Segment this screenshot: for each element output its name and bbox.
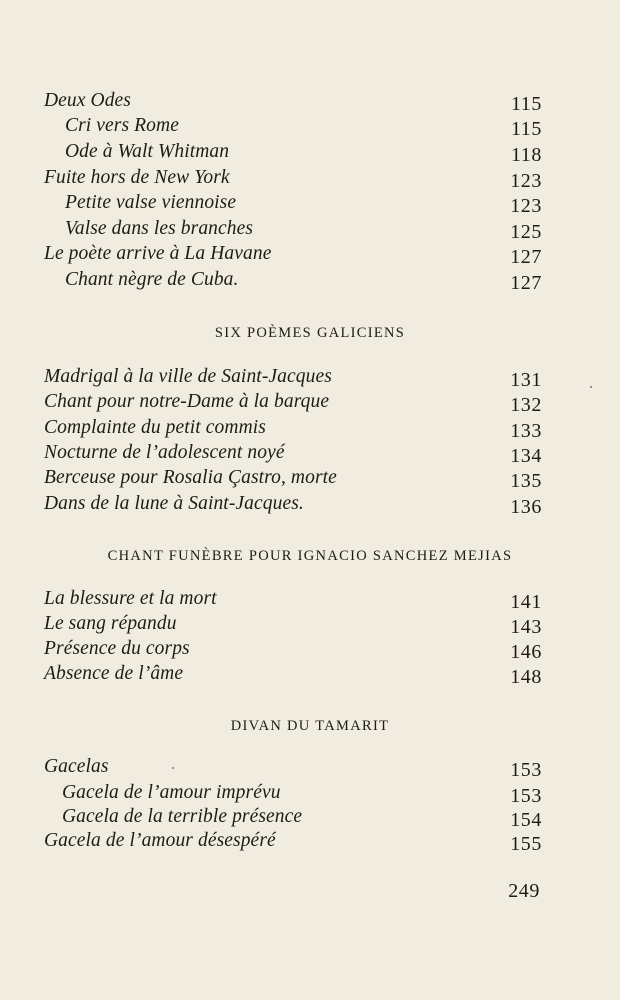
toc-entry-title: La blessure et la mort <box>44 588 217 609</box>
toc-entry <box>65 111 542 140</box>
toc-entry-title: Petite valse viennoise <box>65 192 237 213</box>
toc-entry <box>44 752 542 781</box>
toc-entry <box>44 584 542 613</box>
paper-speck <box>590 386 592 388</box>
toc-entry <box>44 634 542 663</box>
toc-entry-title: Le sang répandu <box>44 613 177 634</box>
toc-entry <box>44 163 542 192</box>
toc-entry-title: Deux Odes <box>44 90 131 111</box>
toc-entry-title: Absence de l’âme <box>44 663 184 684</box>
toc-entry <box>44 413 542 442</box>
toc-entry <box>65 137 542 166</box>
toc-entry <box>44 239 542 268</box>
section-heading: CHANT FUNÈBRE POUR IGNACIO SANCHEZ MEJIAS <box>107 548 513 564</box>
toc-entry <box>44 609 542 638</box>
toc-entry-title: Chant pour notre-Dame à la barque <box>44 391 330 412</box>
toc-entry-page: 132 <box>510 394 542 416</box>
toc-entry-page: 118 <box>510 144 542 166</box>
toc-entry-page: 146 <box>510 641 542 663</box>
toc-entry-page: 136 <box>510 496 542 518</box>
toc-entry-page: 115 <box>510 118 542 140</box>
toc-entry-page: 131 <box>510 369 542 391</box>
toc-entry-page: 155 <box>510 833 542 855</box>
toc-entry <box>44 86 542 115</box>
toc-entry <box>65 214 542 243</box>
section-heading: DIVAN DU TAMARIT <box>230 718 390 734</box>
toc-entry <box>65 188 542 217</box>
page-number: 249 <box>508 880 540 902</box>
toc-entry-page: 134 <box>510 445 542 467</box>
toc-entry-title: Valse dans les branches <box>65 218 254 239</box>
toc-entry-title: Dans de la lune à Saint-Jacques. <box>44 493 304 514</box>
toc-entry-page: 154 <box>510 809 542 831</box>
toc-entry <box>44 826 542 855</box>
toc-entry-title: Gacela de l’amour imprévu <box>62 782 281 803</box>
toc-entry-title: Cri vers Rome <box>65 115 179 136</box>
toc-entry-page: 135 <box>510 470 542 492</box>
toc-entry-title: Ode à Walt Whitman <box>65 141 230 162</box>
toc-entry-title: Le poète arrive à La Havane <box>44 243 272 264</box>
toc-entry <box>44 387 542 416</box>
toc-entry-title: Présence du corps <box>44 638 190 659</box>
toc-entry-title: Nocturne de l’adolescent noyé <box>44 442 285 463</box>
toc-entry-page: 127 <box>510 272 542 294</box>
toc-entry-page: 133 <box>510 420 542 442</box>
toc-entry-title: Berceuse pour Rosalia Çastro, morte <box>44 467 337 488</box>
toc-entry <box>65 265 542 294</box>
toc-entry-page: 153 <box>510 759 542 781</box>
toc-entry-page: 141 <box>510 591 542 613</box>
toc-entry-title: Fuite hors de New York <box>44 167 230 188</box>
toc-entry-title: Madrigal à la ville de Saint-Jacques <box>44 366 332 387</box>
toc-entry <box>44 438 542 467</box>
toc-entry <box>44 362 542 391</box>
toc-entry-page: 115 <box>510 93 542 115</box>
toc-entry <box>44 489 542 518</box>
paper-speck <box>172 767 174 769</box>
toc-entry-title: Gacela de l’amour désespéré <box>44 830 276 851</box>
toc-entry <box>62 802 542 831</box>
section-heading: SIX POÈMES GALICIENS <box>214 325 406 341</box>
toc-entry-page: 125 <box>510 221 542 243</box>
toc-entry-title: Chant nègre de Cuba. <box>65 269 239 290</box>
toc-entry <box>62 778 542 807</box>
toc-entry-page: 148 <box>510 666 542 688</box>
toc-entry-page: 127 <box>510 246 542 268</box>
toc-entry <box>44 463 542 492</box>
toc-entry-page: 123 <box>510 195 542 217</box>
toc-entry-page: 123 <box>510 170 542 192</box>
toc-entry-title: Gacelas <box>44 756 109 777</box>
toc-entry <box>44 659 542 688</box>
toc-entry-page: 143 <box>510 616 542 638</box>
toc-entry-title: Complainte du petit commis <box>44 417 266 438</box>
toc-entry-title: Gacela de la terrible présence <box>62 806 303 827</box>
toc-entry-page: 153 <box>510 785 542 807</box>
